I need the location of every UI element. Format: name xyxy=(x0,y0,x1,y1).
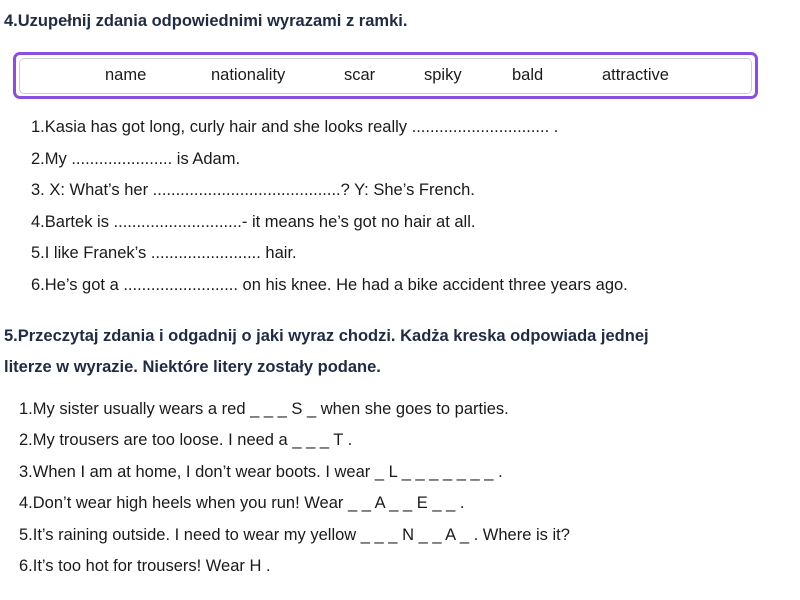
exercise-5-sentence: 6.It’s too hot for trousers! Wear H . xyxy=(19,557,271,575)
word-box-item: name xyxy=(105,66,147,84)
exercise-4-sentence: 6.He’s got a ......................... on his knee. He had a bike accident three years ago. xyxy=(31,276,628,294)
exercise-5-sentence: 3.When I am at home, I don’t wear boots. I wear _ L _ _ _ _ _ _ _ . xyxy=(19,463,503,481)
exercise-4-title: 4.Uzupełnij zdania odpowiednimi wyrazami z ramki. xyxy=(4,12,408,30)
word-box-item: bald xyxy=(512,66,544,84)
word-box-item: nationality xyxy=(211,66,286,84)
exercise-5-sentence: 5.It’s raining outside. I need to wear my yellow _ _ _ N _ _ A _ . Where is it? xyxy=(19,526,570,544)
exercise-4-sentence: 4.Bartek is ............................- it means he’s got no hair at all. xyxy=(31,213,476,231)
exercise-5-sentence: 4.Don’t wear high heels when you run! Wear _ _ A _ _ E _ _ . xyxy=(19,494,465,512)
exercise-4-sentence: 3. X: What’s her .........................................? Y: She’s French. xyxy=(31,181,475,199)
exercise-4-sentence: 2.My ...................... is Adam. xyxy=(31,150,241,168)
word-box-item: spiky xyxy=(424,66,462,84)
exercise-5-sentence: 1.My sister usually wears a red _ _ _ S _ when she goes to parties. xyxy=(19,400,509,418)
exercise-5-title-line-1: 5.Przeczytaj zdania i odgadnij o jaki wyraz chodzi. Kadża kreska odpowiada jednej xyxy=(4,327,649,345)
exercise-5-title-line-2: literze w wyrazie. Niektóre litery zostały podane. xyxy=(4,358,381,376)
exercise-4-sentence: 5.I like Franek’s ........................ hair. xyxy=(31,244,297,262)
word-box-item: scar xyxy=(344,66,376,84)
exercise-4-sentence: 1.Kasia has got long, curly hair and she looks really .............................. . xyxy=(31,118,559,136)
exercise-5-sentence: 2.My trousers are too loose. I need a _ _ _ T . xyxy=(19,431,353,449)
word-box-item: attractive xyxy=(602,66,669,84)
